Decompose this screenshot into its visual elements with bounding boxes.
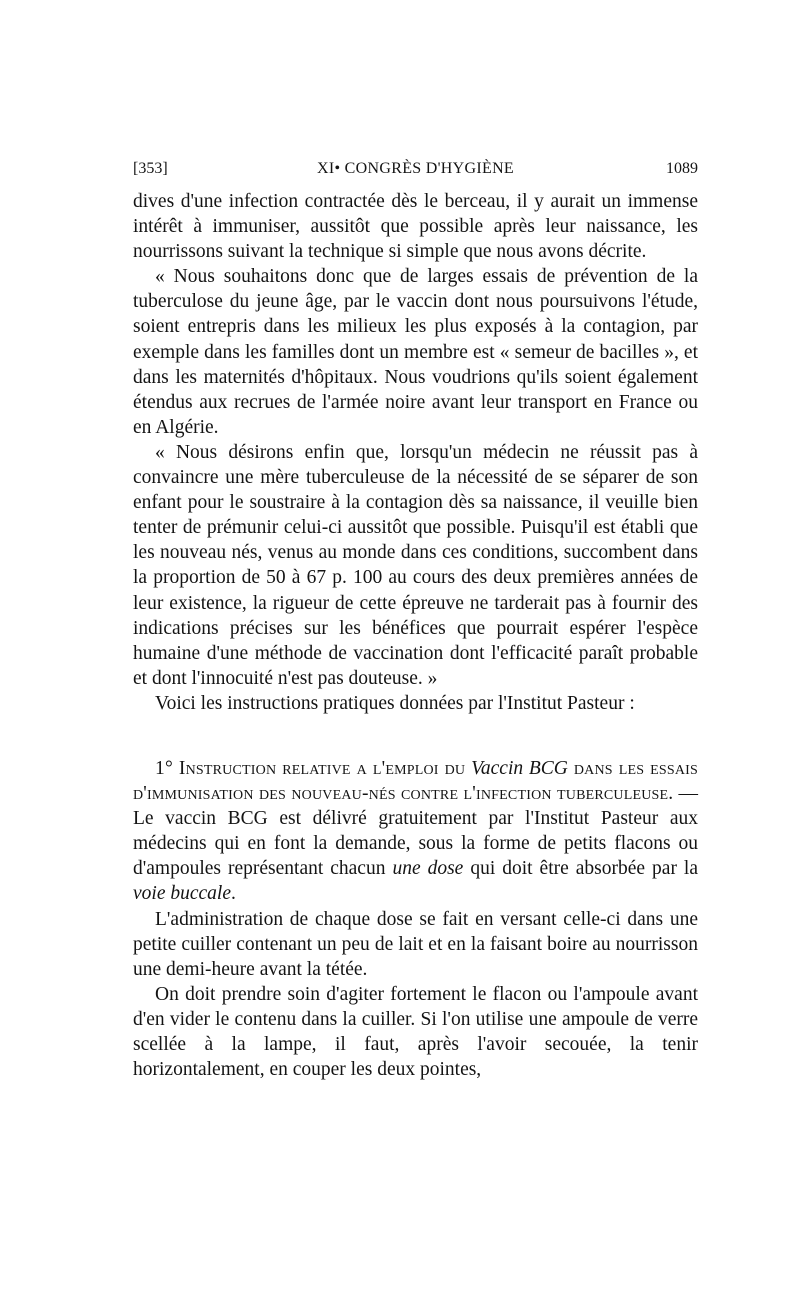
section-heading-continued: dans les essais d'immunisation des nouveau-nés contre l'infection tuberculeuse. xyxy=(133,757,699,805)
emphasis-dose: une dose xyxy=(392,858,464,880)
running-header xyxy=(133,157,698,181)
running-title: XI• CONGRÈS D'HYGIÈNE xyxy=(317,160,514,177)
section-text-continued: qui doit être absorbée par la xyxy=(463,858,698,880)
page-number: 1089 xyxy=(666,160,698,177)
section-text: — Le vaccin BCG est délivré gratuitement par l'Institut Pasteur aux médecins qui en font la demande, sous la forme de petits flacons ou d'ampoules représentant chacun xyxy=(133,783,698,880)
section-paragraph xyxy=(133,756,698,907)
paragraph: Voici les instructions pratiques données par l'Institut Pasteur : xyxy=(155,692,635,714)
page-reference: [353] xyxy=(133,160,168,177)
body-text xyxy=(133,189,698,1082)
section-text-end: . xyxy=(231,883,236,905)
paragraph: dives d'une infection contractée dès le berceau, il y aurait un immense intérêt à immuniser, aussitôt que possible après leur naissance, les nourrissons suivant la technique si simple que nous avons décrite. xyxy=(133,191,698,263)
paragraph: L'administration de chaque dose se fait en versant celle-ci dans une petite cuiller contenant un peu de lait et en la faisant boire au nourrisson une demi-heure avant la tétée. xyxy=(133,908,698,980)
emphasis-route: voie buccale xyxy=(133,883,231,905)
section-heading: 1° Instruction relative a l'emploi du xyxy=(155,757,472,779)
paragraph: « Nous désirons enfin que, lorsqu'un médecin ne réussit pas à convaincre une mère tuberculeuse de la nécessité de se séparer de son enfant pour le soustraire à la contagion dès sa naissance, il veuille bien tenter de prémunir celui-ci aussitôt que possible. Puisqu'il est établi que les nouveau nés, venus au monde dans ces conditions, succombent dans la proportion de 50 à 67 p. 100 au cours des deux premières années de leur existence, la rigueur de cette épreuve ne tarderait pas à fournir des indications précises sur les bénéfices que pourrait espérer l'espèce humaine d'une méthode de vaccination dont l'efficacité paraît probable et dont l'innocuité n'est pas douteuse. » xyxy=(133,441,698,689)
vaccine-name: Vaccin BCG xyxy=(471,757,568,779)
paragraph: On doit prendre soin d'agiter fortement le flacon ou l'ampoule avant d'en vider le contenu dans la cuiller. Si l'on utilise une ampoule de verre scellée à la lampe, il faut, après l'avoir secouée, la tenir horizontalement, en couper les deux pointes, xyxy=(133,983,698,1081)
paragraph: « Nous souhaitons donc que de larges essais de prévention de la tuberculose du jeune âge, par le vaccin dont nous poursuivons l'étude, soient entrepris dans les milieux les plus exposés à la contagion, par exemple dans les familles dont un membre est « semeur de bacilles », et dans les maternités d'hôpitaux. Nous voudrions qu'ils soient également étendus aux recrues de l'armée noire avant leur transport en France ou en Algérie. xyxy=(133,266,698,438)
